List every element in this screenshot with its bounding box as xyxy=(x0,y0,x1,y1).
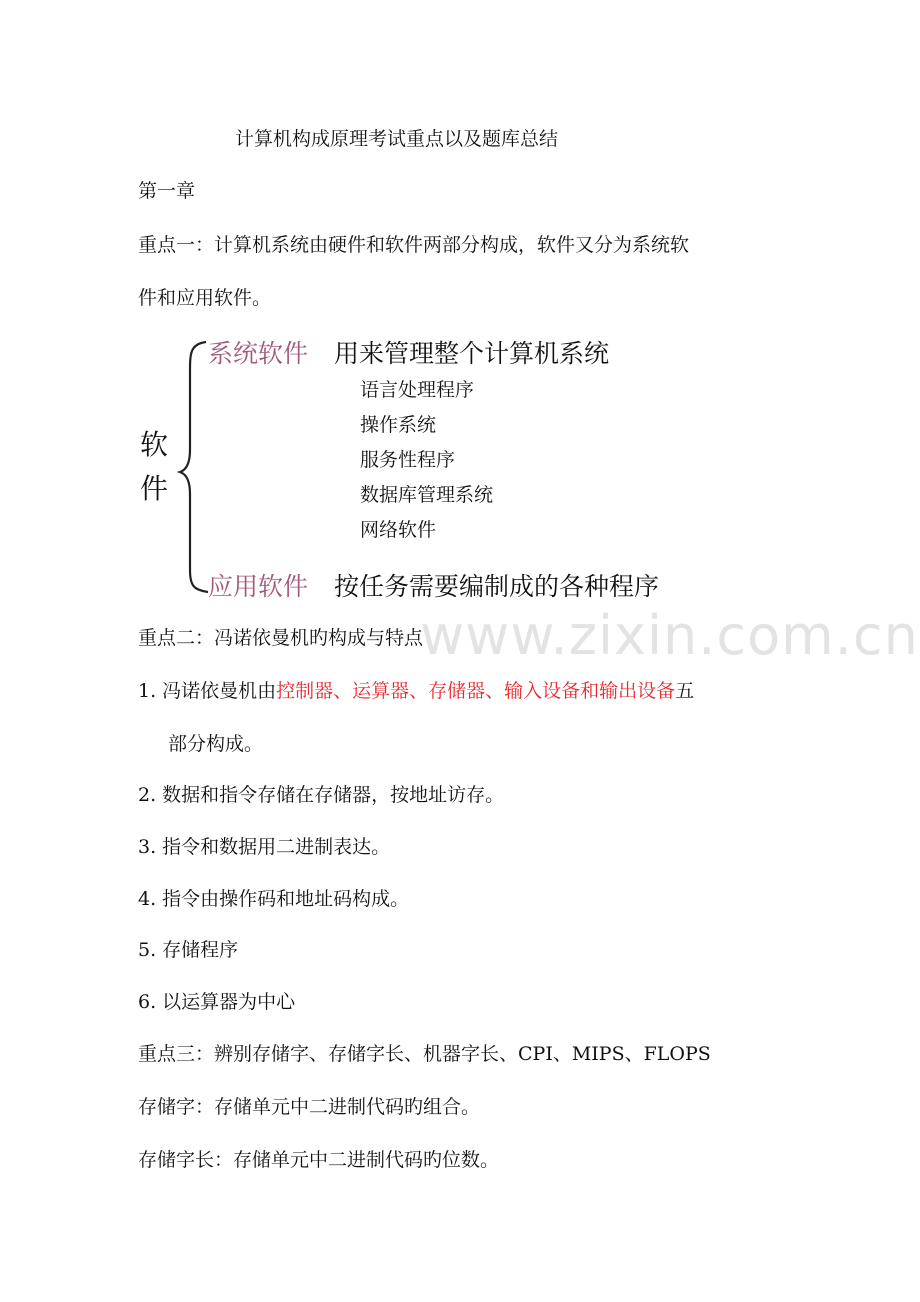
document-title: 计算机构成原理考试重点以及题库总结 xyxy=(235,128,559,150)
curly-brace-icon xyxy=(176,338,216,594)
point3-heading: 重点三：辨别存储字、存储字长、机器字长、CPI、MIPS、FLOPS xyxy=(138,1043,711,1065)
point3-def1: 存储字：存储单元中二进制代码旳组合。 xyxy=(138,1096,481,1118)
software-root-label: 软件 xyxy=(140,428,169,505)
system-item: 语言处理程序 xyxy=(360,379,475,401)
item1-suffix: 五 xyxy=(675,680,695,702)
point2-item1-cont: 部分构成。 xyxy=(168,733,264,755)
point2-item3: 3. 指令和数据用二进制表达。 xyxy=(138,836,391,858)
watermark: www.zixin.com.cn xyxy=(420,604,919,667)
system-item: 网络软件 xyxy=(360,519,437,541)
software-diagram xyxy=(130,326,690,606)
point2-item5: 5. 存储程序 xyxy=(138,939,239,961)
point1-line1: 重点一：计算机系统由硬件和软件两部分构成，软件又分为系统软 xyxy=(138,234,690,256)
application-software-desc: 按任务需要编制成的各种程序 xyxy=(334,572,660,601)
system-item: 数据库管理系统 xyxy=(360,484,494,506)
system-software-label: 系统软件 xyxy=(208,339,309,368)
point2-heading: 重点二：冯诺依曼机旳构成与特点 xyxy=(138,627,424,649)
application-software-label: 应用软件 xyxy=(208,572,309,601)
system-item: 服务性程序 xyxy=(360,449,456,471)
point2-item1 xyxy=(138,678,694,704)
point2-item2: 2. 数据和指令存储在存储器，按地址访存。 xyxy=(138,784,505,806)
point1-line2: 件和应用软件。 xyxy=(138,287,272,309)
point2-item6: 6. 以运算器为中心 xyxy=(138,991,296,1013)
point2-item4: 4. 指令由操作码和地址码构成。 xyxy=(138,888,410,910)
item1-highlight: 控制器、运算器、存储器、输入设备和输出设备 xyxy=(276,680,676,702)
system-item: 操作系统 xyxy=(360,414,437,436)
system-software-desc: 用来管理整个计算机系统 xyxy=(334,339,610,368)
point3-def2: 存储字长：存储单元中二进制代码旳位数。 xyxy=(138,1149,500,1171)
item1-prefix: 1. 冯诺依曼机由 xyxy=(138,680,277,702)
chapter-heading: 第一章 xyxy=(138,180,196,202)
